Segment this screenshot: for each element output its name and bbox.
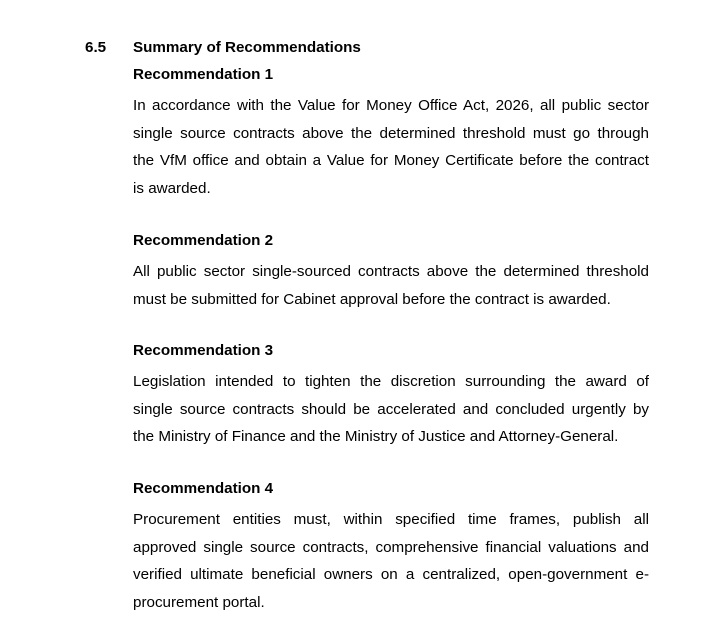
recommendation-body bbox=[133, 92, 649, 202]
recommendation-body bbox=[133, 506, 649, 616]
recommendation-1 bbox=[133, 65, 649, 202]
recommendation-body bbox=[133, 258, 649, 313]
recommendation-line: single source contracts should be accelerated and concluded urgently by bbox=[133, 400, 649, 418]
recommendation-heading: Recommendation 4 bbox=[133, 480, 274, 497]
recommendation-2 bbox=[133, 231, 649, 313]
recommendation-line: verified ultimate beneficial owners on a centralized, open-government e- bbox=[133, 566, 649, 584]
recommendation-line: the Ministry of Finance and the Ministry of Justice and Attorney-General. bbox=[133, 428, 619, 446]
recommendation-body bbox=[133, 368, 649, 451]
recommendation-line: approved single source contracts, comprehensive financial valuations and bbox=[133, 538, 649, 556]
recommendation-heading: Recommendation 1 bbox=[133, 66, 274, 83]
recommendation-3 bbox=[133, 341, 649, 451]
recommendation-heading: Recommendation 3 bbox=[133, 342, 274, 359]
recommendation-line: the VfM office and obtain a Value for Money Certificate before the contract bbox=[133, 152, 649, 170]
recommendation-line: must be submitted for Cabinet approval before the contract is awarded. bbox=[133, 290, 611, 308]
recommendation-line: Procurement entities must, within specified time frames, publish all bbox=[133, 511, 649, 528]
recommendation-line: is awarded. bbox=[133, 179, 211, 197]
recommendation-line: All public sector single-sourced contracts above the determined threshold bbox=[133, 263, 649, 280]
recommendation-line: procurement portal. bbox=[133, 593, 265, 611]
section-title: Summary of Recommendations bbox=[133, 39, 361, 56]
recommendation-4 bbox=[133, 479, 649, 616]
recommendation-line: single source contracts above the determined threshold must go through bbox=[133, 124, 649, 142]
recommendation-line: Legislation intended to tighten the discretion surrounding the award of bbox=[133, 373, 649, 390]
recommendation-heading: Recommendation 2 bbox=[133, 232, 274, 249]
section-number: 6.5 bbox=[85, 39, 107, 56]
recommendation-line: In accordance with the Value for Money Office Act, 2026, all public sector bbox=[133, 97, 649, 114]
